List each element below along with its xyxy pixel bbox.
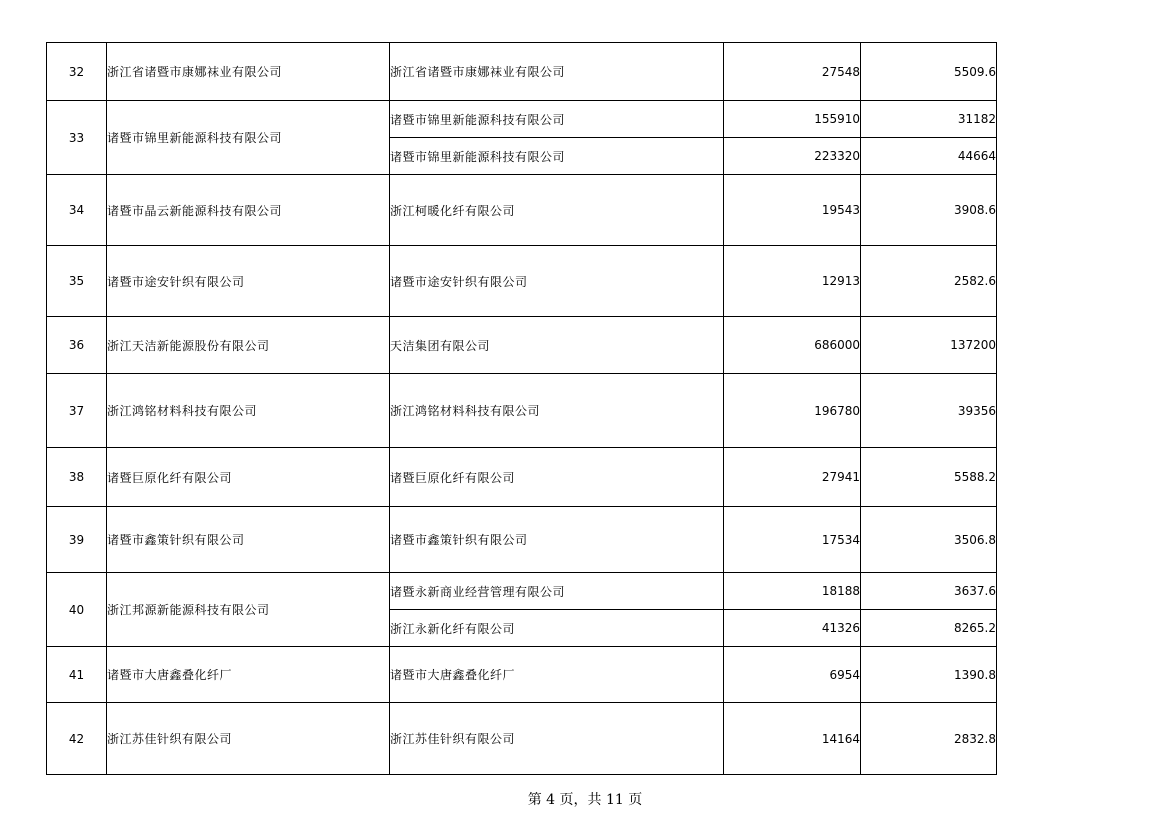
company-name-cell: 诸暨巨原化纤有限公司 xyxy=(107,448,390,507)
amount-cell: 17534 xyxy=(724,507,861,573)
value-cell: 3506.8 xyxy=(861,507,997,573)
table-body xyxy=(47,43,997,775)
value-cell: 44664 xyxy=(861,138,997,175)
value-cell: 39356 xyxy=(861,374,997,448)
table-row xyxy=(47,703,997,775)
amount-cell: 19543 xyxy=(724,175,861,246)
row-number-cell: 42 xyxy=(47,703,107,775)
table-row xyxy=(47,507,997,573)
value-cell: 31182 xyxy=(861,101,997,138)
unit-name-cell: 诸暨市锦里新能源科技有限公司 xyxy=(390,101,724,138)
table-row xyxy=(47,573,997,610)
company-name-cell: 浙江鸿铭材料科技有限公司 xyxy=(107,374,390,448)
value-cell: 5588.2 xyxy=(861,448,997,507)
amount-cell: 14164 xyxy=(724,703,861,775)
unit-name-cell: 诸暨巨原化纤有限公司 xyxy=(390,448,724,507)
unit-name-cell: 浙江永新化纤有限公司 xyxy=(390,610,724,647)
company-name-cell: 诸暨市锦里新能源科技有限公司 xyxy=(107,101,390,175)
table-row xyxy=(47,43,997,101)
value-cell: 5509.6 xyxy=(861,43,997,101)
row-number-cell: 36 xyxy=(47,317,107,374)
table-row xyxy=(47,246,997,317)
unit-name-cell: 诸暨市大唐鑫叠化纤厂 xyxy=(390,647,724,703)
company-name-cell: 诸暨市晶云新能源科技有限公司 xyxy=(107,175,390,246)
table-row xyxy=(47,374,997,448)
row-number-cell: 32 xyxy=(47,43,107,101)
amount-cell: 27941 xyxy=(724,448,861,507)
amount-cell: 686000 xyxy=(724,317,861,374)
table-row xyxy=(47,647,997,703)
value-cell: 2832.8 xyxy=(861,703,997,775)
row-number-cell: 35 xyxy=(47,246,107,317)
enterprise-table xyxy=(46,42,997,775)
unit-name-cell: 浙江苏佳针织有限公司 xyxy=(390,703,724,775)
page-footer: 第 4 页，共 11 页 xyxy=(527,792,643,808)
amount-cell: 41326 xyxy=(724,610,861,647)
value-cell: 3637.6 xyxy=(861,573,997,610)
company-name-cell: 诸暨市大唐鑫叠化纤厂 xyxy=(107,647,390,703)
row-number-cell: 37 xyxy=(47,374,107,448)
row-number-cell: 39 xyxy=(47,507,107,573)
row-number-cell: 38 xyxy=(47,448,107,507)
amount-cell: 27548 xyxy=(724,43,861,101)
table-row xyxy=(47,175,997,246)
value-cell: 1390.8 xyxy=(861,647,997,703)
company-name-cell: 浙江天洁新能源股份有限公司 xyxy=(107,317,390,374)
company-name-cell: 浙江苏佳针织有限公司 xyxy=(107,703,390,775)
unit-name-cell: 浙江柯暖化纤有限公司 xyxy=(390,175,724,246)
unit-name-cell: 诸暨市锦里新能源科技有限公司 xyxy=(390,138,724,175)
table-row xyxy=(47,101,997,138)
value-cell: 3908.6 xyxy=(861,175,997,246)
row-number-cell: 41 xyxy=(47,647,107,703)
unit-name-cell: 天洁集团有限公司 xyxy=(390,317,724,374)
company-name-cell: 诸暨市途安针织有限公司 xyxy=(107,246,390,317)
unit-name-cell: 浙江鸿铭材料科技有限公司 xyxy=(390,374,724,448)
row-number-cell: 34 xyxy=(47,175,107,246)
amount-cell: 155910 xyxy=(724,101,861,138)
company-name-cell: 诸暨市鑫策针织有限公司 xyxy=(107,507,390,573)
company-name-cell: 浙江邦源新能源科技有限公司 xyxy=(107,573,390,647)
value-cell: 137200 xyxy=(861,317,997,374)
unit-name-cell: 诸暨永新商业经营管理有限公司 xyxy=(390,573,724,610)
amount-cell: 18188 xyxy=(724,573,861,610)
value-cell: 8265.2 xyxy=(861,610,997,647)
row-number-cell: 40 xyxy=(47,573,107,647)
amount-cell: 196780 xyxy=(724,374,861,448)
row-number-cell: 33 xyxy=(47,101,107,175)
unit-name-cell: 诸暨市途安针织有限公司 xyxy=(390,246,724,317)
unit-name-cell: 诸暨市鑫策针织有限公司 xyxy=(390,507,724,573)
amount-cell: 12913 xyxy=(724,246,861,317)
value-cell: 2582.6 xyxy=(861,246,997,317)
unit-name-cell: 浙江省诸暨市康娜袜业有限公司 xyxy=(390,43,724,101)
amount-cell: 223320 xyxy=(724,138,861,175)
table-row xyxy=(47,317,997,374)
table-row xyxy=(47,448,997,507)
amount-cell: 6954 xyxy=(724,647,861,703)
company-name-cell: 浙江省诸暨市康娜袜业有限公司 xyxy=(107,43,390,101)
